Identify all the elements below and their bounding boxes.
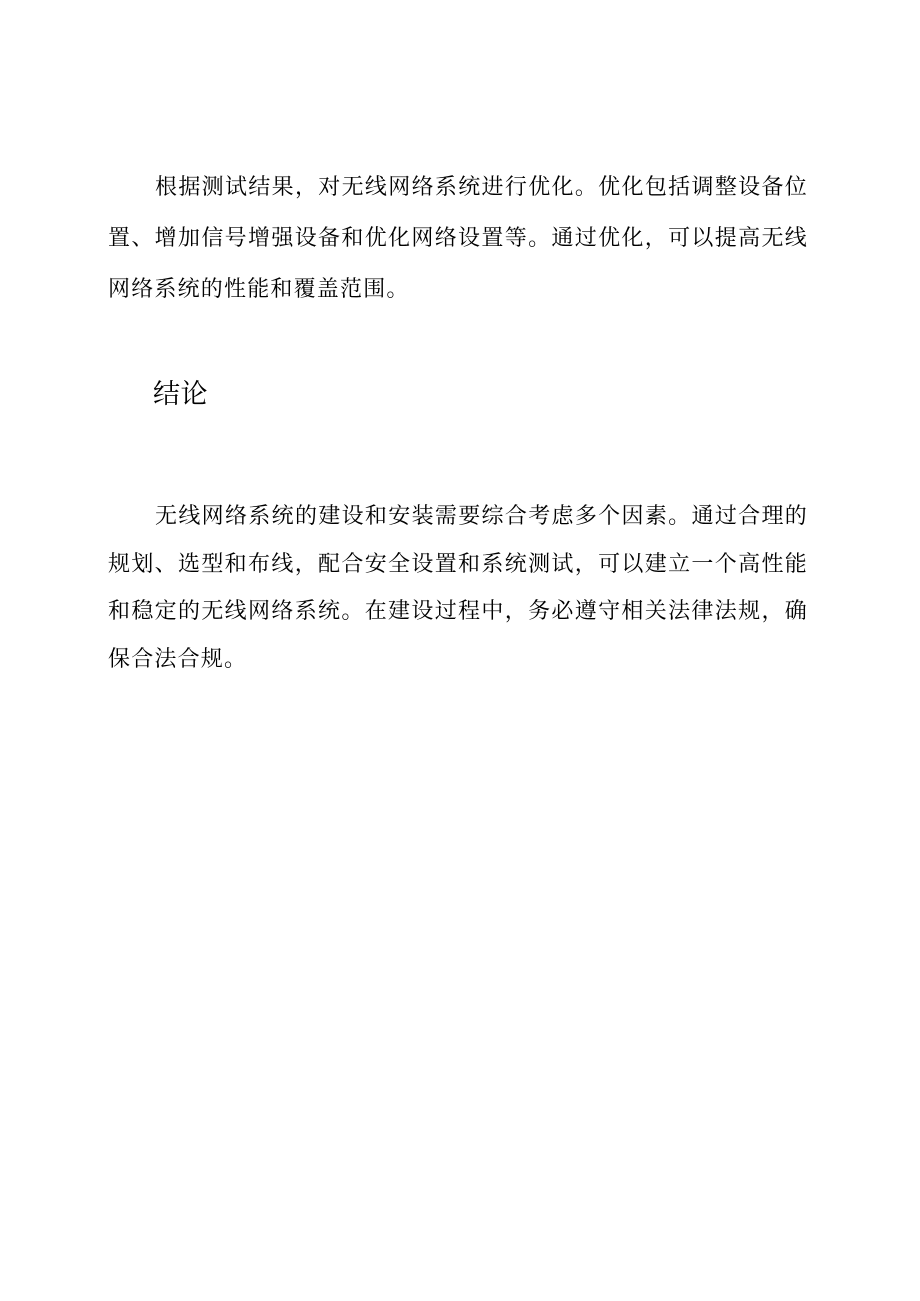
paragraph-line: 置、增加信号增强设备和优化网络设置等。通过优化，可以提高无线 (108, 226, 808, 251)
paragraph-line: 网络系统的性能和覆盖范围。 (108, 277, 410, 302)
paragraph-line: 和稳定的无线网络系统。在建设过程中，务必遵守相关法律法规，确 (108, 599, 808, 625)
optimization-paragraph (108, 162, 808, 315)
conclusion-heading: 结论 (153, 379, 208, 410)
paragraph-line: 规划、选型和布线，配合安全设置和系统测试，可以建立一个高性能 (108, 551, 808, 577)
paragraph-line: 无线网络系统的建设和安装需要综合考虑多个因素。通过合理的 (155, 504, 808, 529)
paragraph-line: 根据测试结果，对无线网络系统进行优化。优化包括调整设备位 (155, 175, 808, 200)
conclusion-paragraph (108, 493, 808, 684)
paragraph-line: 保合法合规。 (108, 647, 248, 673)
